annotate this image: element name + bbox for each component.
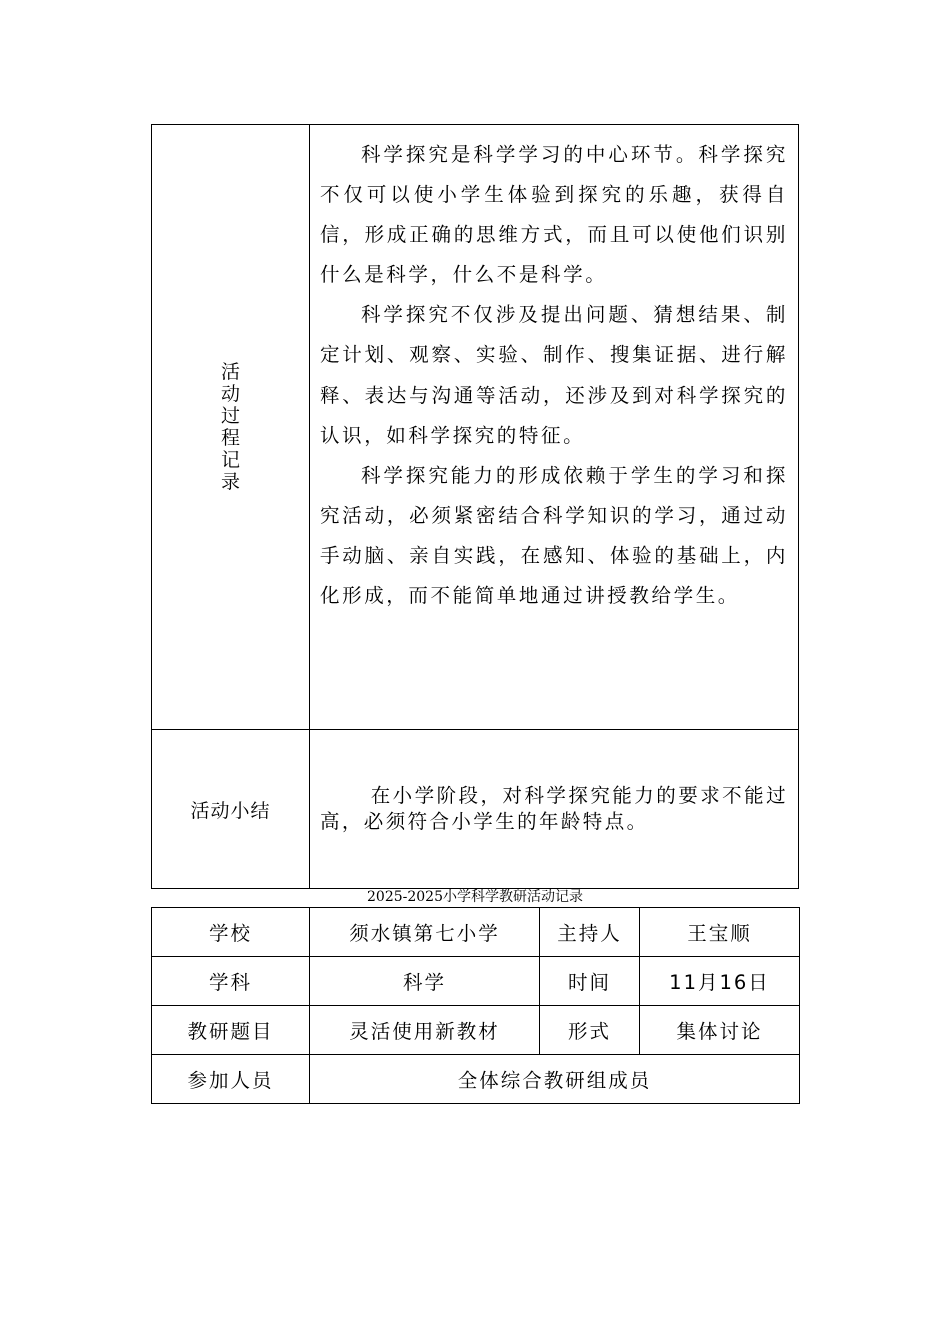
info-row-subject [152, 957, 800, 1006]
summary-row [152, 730, 799, 889]
info-row-school [152, 908, 800, 957]
process-label-char: 活 [220, 361, 240, 383]
process-content-cell [310, 125, 799, 730]
topic-label: 教研题目 [152, 1006, 310, 1055]
process-paragraph: 科学探究是科学学习的中心环节。科学探究不仅可以使小学生体验到探究的乐趣，获得自信，形成正确的思维方式，而且可以使他们识别什么是科学，什么不是科学。 [320, 143, 788, 287]
subject-value: 科学 [310, 957, 540, 1006]
record-caption: 2025-2025小学科学教研活动记录 [367, 889, 583, 905]
process-text [310, 125, 798, 616]
time-value: 11月16日 [640, 957, 800, 1006]
summary-label: 活动小结 [152, 730, 310, 889]
summary-paragraph: 在小学阶段，对科学探究能力的要求不能过高，必须符合小学生的年龄特点。 [320, 784, 788, 833]
activity-info-table [151, 907, 800, 1104]
summary-content-cell [310, 730, 799, 889]
school-label: 学校 [152, 908, 310, 957]
process-label-char: 记 [220, 449, 240, 471]
summary-text [310, 783, 798, 835]
process-label [152, 361, 309, 493]
process-row [152, 125, 799, 730]
format-label: 形式 [540, 1006, 640, 1055]
process-label-char: 过 [220, 405, 240, 427]
process-paragraph: 科学探究不仅涉及提出问题、猜想结果、制定计划、观察、实验、制作、搜集证据、进行解释、表达与沟通等活动，还涉及到对科学探究的认识，如科学探究的特征。 [320, 303, 788, 447]
process-label-char: 动 [220, 383, 240, 405]
host-value: 王宝顺 [640, 908, 800, 957]
info-row-participants [152, 1055, 800, 1104]
process-label-char: 录 [220, 471, 240, 493]
school-value: 须水镇第七小学 [310, 908, 540, 957]
time-label: 时间 [540, 957, 640, 1006]
process-label-char: 程 [220, 427, 240, 449]
subject-label: 学科 [152, 957, 310, 1006]
info-row-topic [152, 1006, 800, 1055]
participants-value: 全体综合教研组成员 [310, 1055, 800, 1104]
topic-value: 灵活使用新教材 [310, 1006, 540, 1055]
format-value: 集体讨论 [640, 1006, 800, 1055]
process-label-cell [152, 125, 310, 730]
process-paragraph: 科学探究能力的形成依赖于学生的学习和探究活动，必须紧密结合科学知识的学习，通过动手动脑、亲自实践，在感知、体验的基础上，内化形成，而不能简单地通过讲授教给学生。 [320, 463, 788, 608]
participants-label: 参加人员 [152, 1055, 310, 1104]
activity-record-table [151, 124, 799, 889]
host-label: 主持人 [540, 908, 640, 957]
